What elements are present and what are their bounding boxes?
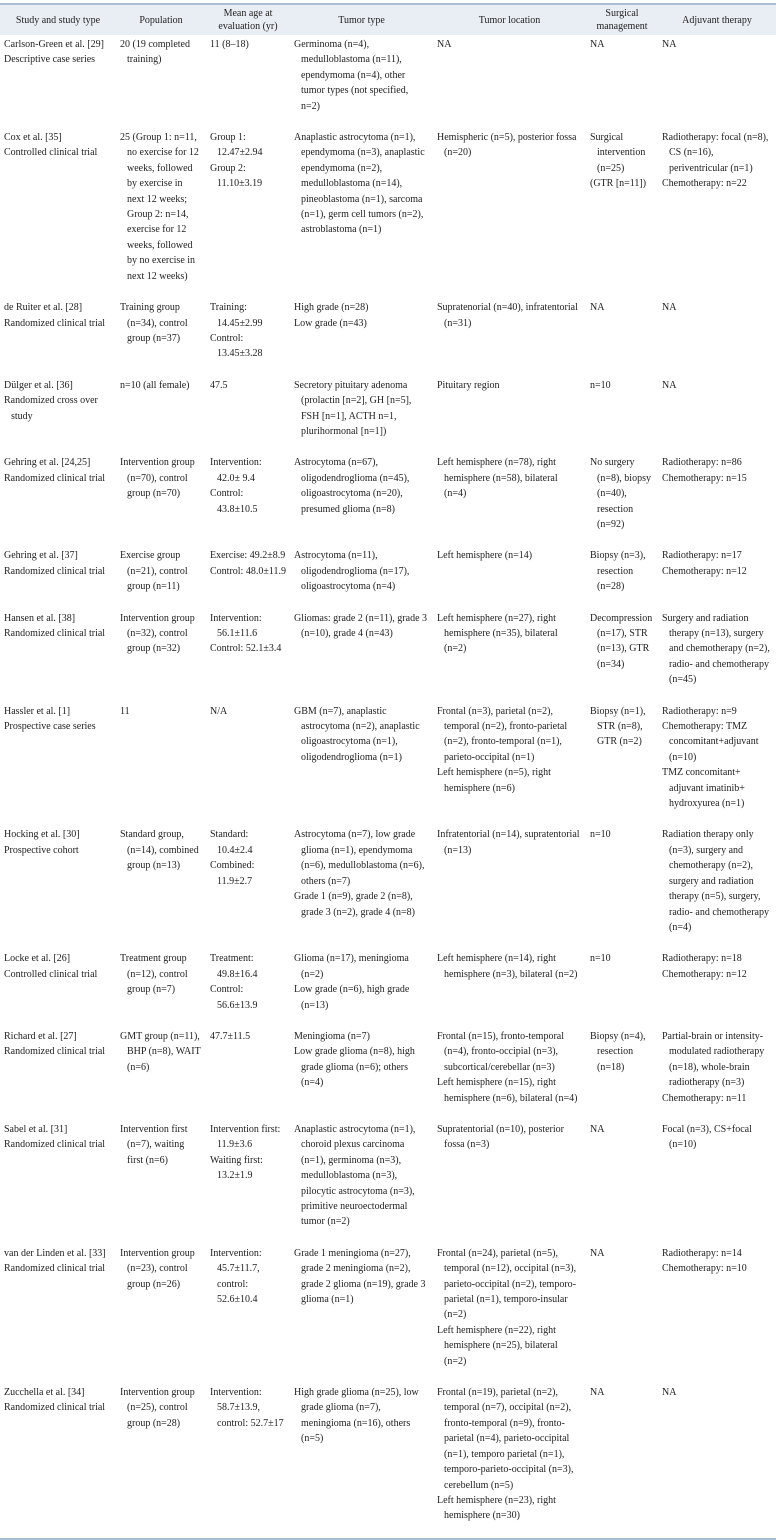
tumor-location-text: Left hemisphere (n=27), right hemisphere (n=35), bilateral (n=2) xyxy=(437,612,558,655)
cell-surgical-management xyxy=(586,546,658,608)
tumor-location-text: Left hemisphere (n=14), right hemisphere (n=3), bilateral (n=2) xyxy=(437,953,578,980)
mean-age-text: Intervention: 56.1±11.6 xyxy=(210,612,262,639)
cell-surgical-management xyxy=(586,1244,658,1383)
tumor-type-text: Astrocytoma (n=11), oligodendroglioma (n=17), oligoastrocytoma (n=4) xyxy=(294,550,410,593)
tumor-location-text: Frontal (n=15), fronto-temporal (n=4), fronto-occipial (n=3), subcortical/cerebellar (n=3) xyxy=(437,1030,564,1073)
surgical-management-text: NA xyxy=(590,1387,605,1399)
study-text: Gehring et al. [37] xyxy=(4,550,78,562)
cell-surgical-management xyxy=(586,609,658,702)
study-text: Randomized clinical trial xyxy=(4,317,106,329)
population-text: Treatment group (n=12), control group (n=7) xyxy=(120,953,188,996)
population-text: Intervention first (n=7), waiting first (n=6) xyxy=(120,1123,188,1166)
cell-mean-age xyxy=(206,35,290,128)
tumor-type-text: Meningioma (n=7) xyxy=(294,1030,370,1042)
cell-tumor-location xyxy=(433,1120,586,1244)
cell-study xyxy=(0,1244,116,1383)
tumor-location-text: Left hemisphere (n=15), right hemisphere (n=6), bilateral (n=4) xyxy=(437,1077,578,1104)
adjuvant-therapy-text: Chemotherapy: n=22 xyxy=(662,178,747,190)
study-text: Richard et al. [27] xyxy=(4,1030,77,1042)
cell-tumor-type xyxy=(290,825,433,949)
cell-surgical-management xyxy=(586,1027,658,1120)
cell-study xyxy=(0,1027,116,1120)
cell-tumor-location xyxy=(433,825,586,949)
surgical-management-text: Biopsy (n=4), resection (n=18) xyxy=(590,1030,646,1073)
tumor-location-text: NA xyxy=(437,39,452,50)
mean-age-text: Control: 43.8±10.5 xyxy=(210,488,258,515)
cell-population xyxy=(116,949,206,1027)
tumor-type-text: Grade 1 (n=9), grade 2 (n=8), grade 3 (n=2), grade 4 (n=8) xyxy=(294,891,416,918)
surgical-management-text: NA xyxy=(590,1247,605,1259)
tumor-location-text: Left hemisphere (n=5), right hemisphere (n=6) xyxy=(437,767,551,794)
cell-population xyxy=(116,702,206,826)
cell-surgical-management xyxy=(586,128,658,298)
adjuvant-therapy-text: NA xyxy=(662,379,677,391)
table-row xyxy=(0,546,776,608)
population-text: 25 (Group 1: n=11, no exercise for 12 weeks, followed by exercise in next 12 weeks; Group 2: n=14, exercise for 12 weeks, followed by no exercise in next 12 weeks) xyxy=(120,132,199,282)
population-text: 20 (19 completed training) xyxy=(120,39,190,66)
cell-population xyxy=(116,546,206,608)
adjuvant-therapy-text: Chemotherapy: n=10 xyxy=(662,1263,747,1275)
study-text: Randomized clinical trial xyxy=(4,472,106,484)
header-study: Study and study type xyxy=(0,4,116,35)
surgical-management-text: NA xyxy=(590,1123,605,1135)
study-text: Controlled clinical trial xyxy=(4,968,98,980)
header-mean-age: Mean age at evaluation (yr) xyxy=(206,4,290,35)
surgical-management-text: No surgery (n=8), biopsy (n=40), resection (n=92) xyxy=(590,457,651,530)
table-row xyxy=(0,453,776,546)
cell-surgical-management xyxy=(586,376,658,454)
mean-age-text: Standard: 10.4±2.4 xyxy=(210,829,253,856)
adjuvant-therapy-text: Partial-brain or intensity-modulated radiotherapy (n=18), whole-brain radiotherapy (n=3) xyxy=(662,1030,765,1089)
table-row xyxy=(0,298,776,376)
cell-study xyxy=(0,702,116,826)
adjuvant-therapy-text: Radiotherapy: n=9 xyxy=(662,705,737,717)
study-text: van der Linden et al. [33] xyxy=(4,1247,106,1259)
surgical-management-text: NA xyxy=(590,302,605,314)
tumor-location-text: Supratenorial (n=40), infratentorial (n=31) xyxy=(437,302,578,329)
cell-mean-age xyxy=(206,298,290,376)
study-text: Descriptive case series xyxy=(4,54,96,66)
cell-surgical-management xyxy=(586,1383,658,1539)
tumor-location-text: Supratentorial (n=10), posterior fossa (n=3) xyxy=(437,1123,564,1151)
study-text: Cox et al. [35] xyxy=(4,132,62,144)
adjuvant-therapy-text: NA xyxy=(662,1387,677,1399)
population-text: Training group (n=34), control group (n=37) xyxy=(120,302,188,344)
tumor-location-text: Frontal (n=3), parietal (n=2), temporal (n=2), fronto-parietal (n=2), fronto-temporal (n=1), parieto-occipital (n=1) xyxy=(437,705,568,763)
surgical-management-text: n=10 xyxy=(590,379,611,391)
population-text: n=10 (all female) xyxy=(120,379,190,391)
cell-study xyxy=(0,546,116,608)
cell-tumor-type xyxy=(290,35,433,128)
table-row xyxy=(0,35,776,128)
study-text: Randomized cross over study xyxy=(4,395,98,422)
tumor-location-text: Frontal (n=19), parietal (n=2), temporal (n=7), occipital (n=2), fronto-temporal (n=9), fronto-parietal (n=4), parieto-occipital (n=1), temporo parietal (n=1), temporo-parieto-occipital (n=3), cerebellum (n=5) xyxy=(437,1387,574,1491)
cell-surgical-management xyxy=(586,702,658,826)
adjuvant-therapy-text: TMZ concomitant+ adjuvant imatinib+ hydroxyurea (n=1) xyxy=(662,767,745,810)
tumor-location-text: Infratentorial (n=14), supratentorial (n=13) xyxy=(437,829,580,856)
cell-mean-age xyxy=(206,376,290,454)
cell-study xyxy=(0,453,116,546)
mean-age-text: N/A xyxy=(210,705,228,717)
cell-tumor-type xyxy=(290,1120,433,1244)
cell-adjuvant-therapy xyxy=(658,376,776,454)
cell-mean-age xyxy=(206,1383,290,1539)
tumor-type-text: Astrocytoma (n=7), low grade glioma (n=1), ependymoma (n=6), medulloblastoma (n=6), others (n=7) xyxy=(294,829,425,887)
table-row xyxy=(0,825,776,949)
study-text: Randomized clinical trial xyxy=(4,1263,106,1275)
cell-study xyxy=(0,1120,116,1244)
population-text: Exercise group (n=21), control group (n=11) xyxy=(120,550,188,593)
cell-tumor-type xyxy=(290,609,433,702)
cell-mean-age xyxy=(206,453,290,546)
mean-age-text: Intervention: 42.0± 9.4 xyxy=(210,457,262,484)
table-header xyxy=(0,4,776,35)
tumor-location-text: Left hemisphere (n=22), right hemisphere (n=25), bilateral (n=2) xyxy=(437,1324,558,1367)
cell-tumor-type xyxy=(290,128,433,298)
cell-surgical-management xyxy=(586,825,658,949)
cell-tumor-type xyxy=(290,453,433,546)
population-text: Intervention group (n=32), control group (n=32) xyxy=(120,612,195,655)
cell-tumor-location xyxy=(433,1383,586,1539)
cell-adjuvant-therapy xyxy=(658,1027,776,1120)
cell-adjuvant-therapy xyxy=(658,702,776,826)
cell-surgical-management xyxy=(586,35,658,128)
study-text: Hassler et al. [1] xyxy=(4,705,71,717)
mean-age-text: Treatment: 49.8±16.4 xyxy=(210,953,258,980)
cell-mean-age xyxy=(206,609,290,702)
cell-tumor-type xyxy=(290,1244,433,1383)
cell-adjuvant-therapy xyxy=(658,35,776,128)
adjuvant-therapy-text: Radiotherapy: n=17 xyxy=(662,550,742,562)
adjuvant-therapy-text: Chemotherapy: n=12 xyxy=(662,968,747,980)
cell-mean-age xyxy=(206,702,290,826)
surgical-management-text: Surgical intervention (n=25) xyxy=(590,132,646,174)
study-text: Prospective case series xyxy=(4,721,96,733)
adjuvant-therapy-text: Radiotherapy: n=18 xyxy=(662,953,742,965)
cell-study xyxy=(0,35,116,128)
cell-adjuvant-therapy xyxy=(658,949,776,1027)
adjuvant-therapy-text: NA xyxy=(662,39,677,50)
cell-study xyxy=(0,825,116,949)
header-adjuvant-therapy: Adjuvant therapy xyxy=(658,4,776,35)
adjuvant-therapy-text: Chemotherapy: TMZ concomitant+adjuvant (n=10) xyxy=(662,721,759,763)
header-surgical-management: Surgical management xyxy=(586,4,658,35)
cell-tumor-type xyxy=(290,702,433,826)
cell-population xyxy=(116,609,206,702)
surgical-management-text: n=10 xyxy=(590,953,611,965)
cell-population xyxy=(116,453,206,546)
cell-adjuvant-therapy xyxy=(658,128,776,298)
cell-tumor-type xyxy=(290,546,433,608)
study-text: Randomized clinical trial xyxy=(4,1046,106,1058)
tumor-type-text: Secretory pituitary adenoma (prolactin [n=2], GH [n=5], FSH [n=1], ACTH n=1, plurihormonal [n=1]) xyxy=(294,379,412,437)
adjuvant-therapy-text: NA xyxy=(662,302,677,314)
study-text: Randomized clinical trial xyxy=(4,628,106,639)
cell-tumor-location xyxy=(433,546,586,608)
tumor-type-text: Low grade (n=6), high grade (n=13) xyxy=(294,984,410,1011)
table-row xyxy=(0,1244,776,1383)
table-row xyxy=(0,949,776,1027)
mean-age-text: Control: 52.1±3.4 xyxy=(210,643,282,655)
tumor-type-text: Grade 1 meningioma (n=27), grade 2 meningioma (n=2), grade 2 glioma (n=19), grade 3 glioma (n=1) xyxy=(294,1247,426,1306)
table-row xyxy=(0,1383,776,1539)
study-text: Locke et al. [26] xyxy=(4,953,71,965)
cell-study xyxy=(0,949,116,1027)
header-row xyxy=(0,4,776,35)
mean-age-text: Control: 56.6±13.9 xyxy=(210,984,258,1011)
table-row xyxy=(0,128,776,298)
surgical-management-text: NA xyxy=(590,39,605,50)
cell-population xyxy=(116,1383,206,1539)
cell-population xyxy=(116,1120,206,1244)
tumor-location-text: Pituitary region xyxy=(437,379,500,391)
study-text: Randomized clinical trial xyxy=(4,1139,106,1151)
cell-tumor-location xyxy=(433,1244,586,1383)
table-row xyxy=(0,1027,776,1120)
cell-tumor-location xyxy=(433,702,586,826)
header-population: Population xyxy=(116,4,206,35)
tumor-location-text: Frontal (n=24), parietal (n=5), temporal (n=12), occipital (n=3), parieto-occipital (n=2), temporo-parietal (n=1), temporo-insular (n=2) xyxy=(437,1247,577,1321)
cell-tumor-type xyxy=(290,1027,433,1120)
surgical-management-text: n=10 xyxy=(590,829,611,841)
cell-study xyxy=(0,128,116,298)
cell-study xyxy=(0,1383,116,1539)
table-row xyxy=(0,609,776,702)
tumor-type-text: Low grade (n=43) xyxy=(294,317,367,329)
cell-adjuvant-therapy xyxy=(658,1120,776,1244)
cell-population xyxy=(116,825,206,949)
tumor-type-text: High grade (n=28) xyxy=(294,302,369,314)
cell-population xyxy=(116,298,206,376)
cell-population xyxy=(116,1027,206,1120)
population-text: 11 xyxy=(120,705,130,717)
cell-tumor-location xyxy=(433,376,586,454)
tumor-type-text: Gliomas: grade 2 (n=11), grade 3 (n=10), grade 4 (n=43) xyxy=(294,612,428,639)
header-tumor-type: Tumor type xyxy=(290,4,433,35)
cell-tumor-location xyxy=(433,298,586,376)
study-text: Prospective cohort xyxy=(4,844,79,856)
cell-study xyxy=(0,609,116,702)
study-text: Randomized clinical trial xyxy=(4,1402,106,1414)
population-text: Intervention group (n=23), control group (n=26) xyxy=(120,1247,195,1290)
cell-population xyxy=(116,35,206,128)
cell-mean-age xyxy=(206,1120,290,1244)
study-text: Dülger et al. [36] xyxy=(4,379,73,391)
cell-tumor-type xyxy=(290,298,433,376)
surgical-management-text: (GTR [n=11]) xyxy=(590,178,647,190)
cell-mean-age xyxy=(206,1244,290,1383)
mean-age-text: Intervention: 58.7±13.9, control: 52.7±17 xyxy=(210,1387,284,1429)
cell-mean-age xyxy=(206,1027,290,1120)
header-tumor-location: Tumor location xyxy=(433,4,586,35)
cell-surgical-management xyxy=(586,453,658,546)
cell-adjuvant-therapy xyxy=(658,298,776,376)
surgical-management-text: Biopsy (n=3), resection (n=28) xyxy=(590,550,646,593)
study-text: Hansen et al. [38] xyxy=(4,612,76,624)
study-text: Hocking et al. [30] xyxy=(4,829,80,841)
mean-age-text: Intervention first: 11.9±3.6 xyxy=(210,1123,281,1151)
tumor-type-text: Low grade glioma (n=8), high grade glioma (n=6); others (n=4) xyxy=(294,1046,415,1089)
cell-adjuvant-therapy xyxy=(658,609,776,702)
cell-tumor-type xyxy=(290,949,433,1027)
population-text: Standard group, (n=14), combined group (n=13) xyxy=(120,829,199,872)
mean-age-text: 47.5 xyxy=(210,379,228,391)
mean-age-text: 11 (8–18) xyxy=(210,39,249,50)
population-text: GMT group (n=11), BHP (n=8), WAIT (n=6) xyxy=(120,1030,201,1073)
study-text: de Ruiter et al. [28] xyxy=(4,302,83,314)
cell-population xyxy=(116,128,206,298)
mean-age-text: 47.7±11.5 xyxy=(210,1030,251,1042)
tumor-type-text: GBM (n=7), anaplastic astrocytoma (n=2), anaplastic oligoastrocytoma (n=1), oligodendroglioma (n=1) xyxy=(294,705,420,763)
study-text: Carlson-Green et al. [29] xyxy=(4,39,104,50)
mean-age-text: Group 2: 11.10±3.19 xyxy=(210,162,263,190)
tumor-type-text: Germinoma (n=4), medulloblastoma (n=11), ependymoma (n=4), other tumor types (not specified, n=2) xyxy=(294,39,409,112)
cell-adjuvant-therapy xyxy=(658,825,776,949)
adjuvant-therapy-text: Focal (n=3), CS+focal (n=10) xyxy=(662,1123,752,1151)
tumor-location-text: Hemispheric (n=5), posterior fossa (n=20) xyxy=(437,132,577,159)
adjuvant-therapy-text: Radiation therapy only (n=3), surgery and chemotherapy (n=2), surgery and radiation therapy (n=5), surgery, radio- and chemotherapy (n=4) xyxy=(662,829,769,933)
cell-study xyxy=(0,298,116,376)
adjuvant-therapy-text: Radiotherapy: n=14 xyxy=(662,1247,742,1259)
cell-adjuvant-therapy xyxy=(658,546,776,608)
study-text: Randomized clinical trial xyxy=(4,565,106,577)
mean-age-text: Control: 48.0±11.9 xyxy=(210,565,286,577)
cell-adjuvant-therapy xyxy=(658,453,776,546)
surgical-management-text: Decompression (n=17), STR (n=13), GTR (n=34) xyxy=(590,612,653,670)
table-row xyxy=(0,702,776,826)
mean-age-text: Control: 13.45±3.28 xyxy=(210,332,263,360)
tumor-type-text: High grade glioma (n=25), low grade glioma (n=7), meningioma (n=16), others (n=5) xyxy=(294,1387,419,1445)
study-text: Gehring et al. [24,25] xyxy=(4,457,91,469)
cell-tumor-location xyxy=(433,453,586,546)
study-text: Controlled clinical trial xyxy=(4,147,98,159)
mean-age-text: Training: 14.45±2.99 xyxy=(210,302,263,329)
cell-tumor-location xyxy=(433,949,586,1027)
table-body xyxy=(0,35,776,1539)
cell-tumor-location xyxy=(433,128,586,298)
population-text: Intervention group (n=70), control group (n=70) xyxy=(120,457,195,500)
tumor-type-text: Anaplastic astrocytoma (n=1), choroid plexus carcinoma (n=1), germinoma (n=3), medulloblastoma (n=3), pilocytic astrocytoma (n=3), primitive neuroectodermal tumor (n=2) xyxy=(294,1123,416,1228)
table-row xyxy=(0,376,776,454)
adjuvant-therapy-text: Chemotherapy: n=12 xyxy=(662,565,747,577)
cell-population xyxy=(116,1244,206,1383)
adjuvant-therapy-text: Radiotherapy: focal (n=8), CS (n=16), periventricular (n=1) xyxy=(662,132,769,174)
tumor-location-text: Left hemisphere (n=14) xyxy=(437,550,533,562)
adjuvant-therapy-text: Radiotherapy: n=86 xyxy=(662,457,742,469)
study-text: Sabel et al. [31] xyxy=(4,1123,68,1135)
cell-mean-age xyxy=(206,825,290,949)
cell-tumor-type xyxy=(290,376,433,454)
cell-study xyxy=(0,376,116,454)
mean-age-text: Combined: 11.9±2.7 xyxy=(210,860,255,887)
mean-age-text: Group 1: 12.47±2.94 xyxy=(210,132,263,159)
population-text: Intervention group (n=25), control group (n=28) xyxy=(120,1387,195,1429)
cell-surgical-management xyxy=(586,949,658,1027)
study-characteristics-table xyxy=(0,3,776,1540)
cell-mean-age xyxy=(206,949,290,1027)
cell-mean-age xyxy=(206,546,290,608)
cell-mean-age xyxy=(206,128,290,298)
surgical-management-text: Biopsy (n=1), STR (n=8), GTR (n=2) xyxy=(590,705,646,748)
cell-adjuvant-therapy xyxy=(658,1383,776,1539)
study-text: Zucchella et al. [34] xyxy=(4,1387,85,1399)
cell-surgical-management xyxy=(586,298,658,376)
adjuvant-therapy-text: Surgery and radiation therapy (n=13), surgery and chemotherapy (n=2), radio- and chemotherapy (n=45) xyxy=(662,612,770,686)
tumor-location-text: Left hemisphere (n=23), right hemisphere (n=30) xyxy=(437,1494,556,1522)
cell-tumor-location xyxy=(433,1027,586,1120)
table-row xyxy=(0,1120,776,1244)
tumor-location-text: Left hemisphere (n=78), right hemisphere (n=58), bilateral (n=4) xyxy=(437,457,558,500)
tumor-type-text: Anaplastic astrocytoma (n=1), ependymoma (n=3), anaplastic ependymoma (n=2), medulloblastoma (n=14), pineoblastoma (n=1), sarcoma (n=1), germ cell tumors (n=2), astroblastoma (n=1) xyxy=(294,132,425,236)
tumor-type-text: Glioma (n=17), meningioma (n=2) xyxy=(294,953,409,980)
cell-adjuvant-therapy xyxy=(658,1244,776,1383)
tumor-type-text: Astrocytoma (n=67), oligodendroglioma (n=45), oligoastrocytoma (n=20), presumed glioma (n=8) xyxy=(294,457,410,515)
mean-age-text: Waiting first: 13.2±1.9 xyxy=(210,1154,263,1182)
adjuvant-therapy-text: Chemotherapy: n=15 xyxy=(662,472,747,484)
cell-tumor-type xyxy=(290,1383,433,1539)
adjuvant-therapy-text: Chemotherapy: n=11 xyxy=(662,1092,747,1104)
cell-tumor-location xyxy=(433,35,586,128)
mean-age-text: Intervention: 45.7±11.7, control: 52.6±10.4 xyxy=(210,1247,262,1306)
cell-tumor-location xyxy=(433,609,586,702)
mean-age-text: Exercise: 49.2±8.9 xyxy=(210,550,286,562)
cell-surgical-management xyxy=(586,1120,658,1244)
cell-population xyxy=(116,376,206,454)
